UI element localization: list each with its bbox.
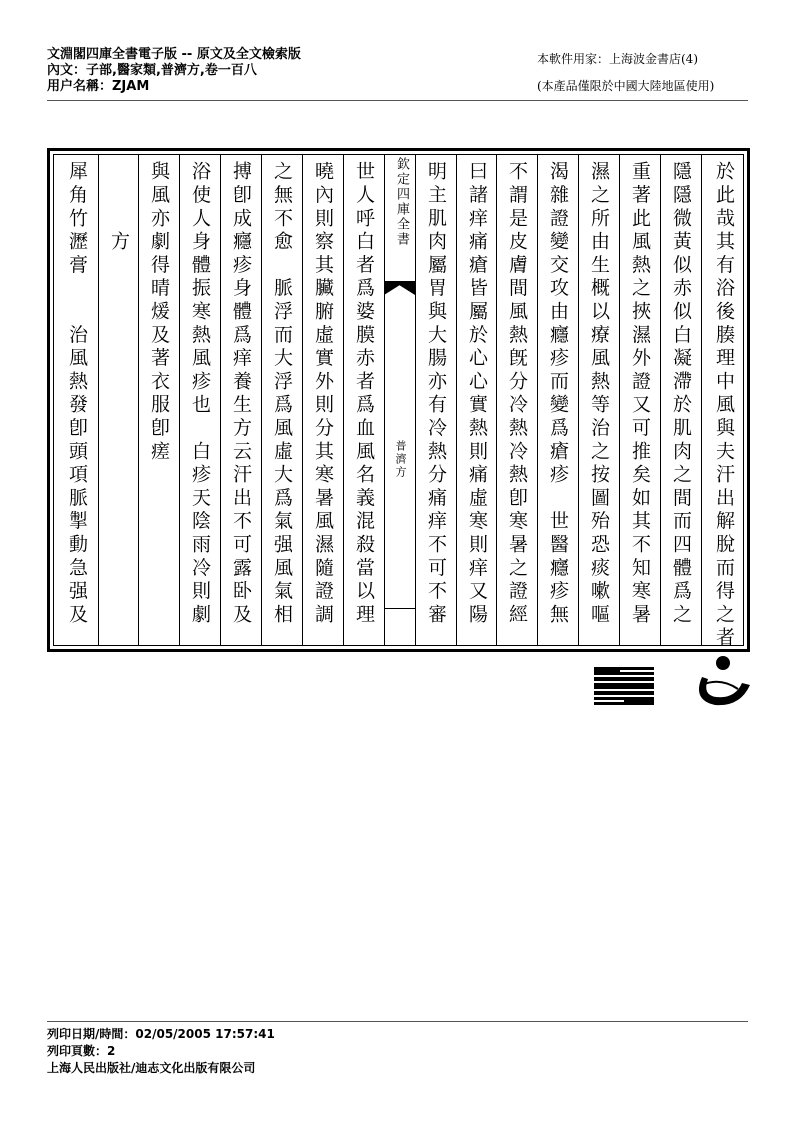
column-divider bbox=[701, 155, 702, 645]
text-grid bbox=[53, 154, 744, 651]
text-column: 渴雜證變交攻由癮疹而變爲瘡疹 世醫癮疹無 bbox=[547, 161, 569, 627]
column-divider bbox=[179, 155, 180, 645]
text-column: 方 bbox=[108, 161, 130, 255]
text-column: 搏卽成癮疹身體爲痒養生方云汗出不可露卧及 bbox=[230, 161, 252, 627]
text-column: 不謂是皮膚間風熱旣分冷熱冷熱卽寒暑之證經 bbox=[506, 161, 528, 627]
print-pages: 列印頁數：2 bbox=[47, 1044, 116, 1058]
column-divider bbox=[537, 155, 538, 645]
column-divider bbox=[456, 155, 457, 645]
text-column: 犀角竹瀝膏 治風熱發卽頭項脈掣動急强及 bbox=[66, 161, 88, 627]
column-divider bbox=[578, 155, 579, 645]
username: 用户名稱：ZJAM bbox=[47, 79, 150, 94]
series-title: 欽定四庫全書 bbox=[394, 157, 409, 247]
text-column: 曰諸痒痛瘡皆屬於心心實熱則痛虛寒則痒又陽 bbox=[466, 161, 488, 627]
column-divider bbox=[138, 155, 139, 645]
logos bbox=[590, 655, 750, 715]
print-datetime: 列印日期/時間：02/05/2005 17:57:41 bbox=[47, 1027, 275, 1041]
text-column: 浴使人身體振寒熱風疹也 白疹天陰雨冷則劇 bbox=[189, 161, 211, 627]
dizhi-logo-icon bbox=[699, 656, 750, 705]
text-column: 曉內則察其臟腑虛實外則分其寒暑風濕隨證調 bbox=[312, 161, 334, 627]
footer-divider bbox=[47, 1021, 748, 1022]
column-divider bbox=[261, 155, 262, 645]
text-column: 與風亦劇得晴煖及著衣服卽瘥 bbox=[148, 161, 170, 464]
column-divider bbox=[415, 155, 416, 645]
column-divider bbox=[384, 155, 385, 645]
text-column: 之無不愈 脈浮而大浮爲風虛大爲氣强風氣相 bbox=[271, 161, 293, 627]
publisher: 上海人民出版社/迪志文化出版有限公司 bbox=[47, 1061, 256, 1075]
column-divider bbox=[619, 155, 620, 645]
text-column: 世人呼白者爲婆膜赤者爲血風名義混殺當以理 bbox=[353, 161, 375, 627]
text-column: 重著此風熱之挾濕外證又可推矣如其不知寒暑 bbox=[629, 161, 651, 627]
text-column: 於此哉其有浴後腠理中風與夫汗出解脫而得之者 bbox=[713, 161, 735, 651]
book-title: 普濟方 bbox=[394, 440, 407, 479]
fishtail-mark bbox=[384, 281, 415, 295]
center-rule bbox=[384, 608, 415, 609]
publisher-logo-icon bbox=[594, 667, 654, 705]
column-divider bbox=[220, 155, 221, 645]
column-divider bbox=[496, 155, 497, 645]
product-title: 文淵閣四庫全書電子版 -- 原文及全文檢索版 bbox=[47, 47, 301, 62]
header-divider bbox=[47, 100, 748, 101]
text-column: 濕之所由生概以療風熱等治之按圖殆恐痰嗽嘔 bbox=[588, 161, 610, 627]
column-divider bbox=[660, 155, 661, 645]
text-column: 隱隱微黃似赤似白凝滯於肌肉之間而四體爲之 bbox=[670, 161, 692, 627]
text-frame bbox=[47, 148, 750, 652]
licensee: 本軟件用家：上海波金書店(4) bbox=[537, 52, 698, 66]
content-path: 內文：子部,醫家類,普濟方,卷一百八 bbox=[47, 63, 257, 78]
text-column: 明主肌肉屬胃與大腸亦有冷熱分痛痒不可不審 bbox=[425, 161, 447, 627]
restriction-note: (本產品僅限於中國大陸地區使用) bbox=[537, 79, 715, 93]
column-divider bbox=[302, 155, 303, 645]
column-divider bbox=[343, 155, 344, 645]
column-divider bbox=[98, 155, 99, 645]
